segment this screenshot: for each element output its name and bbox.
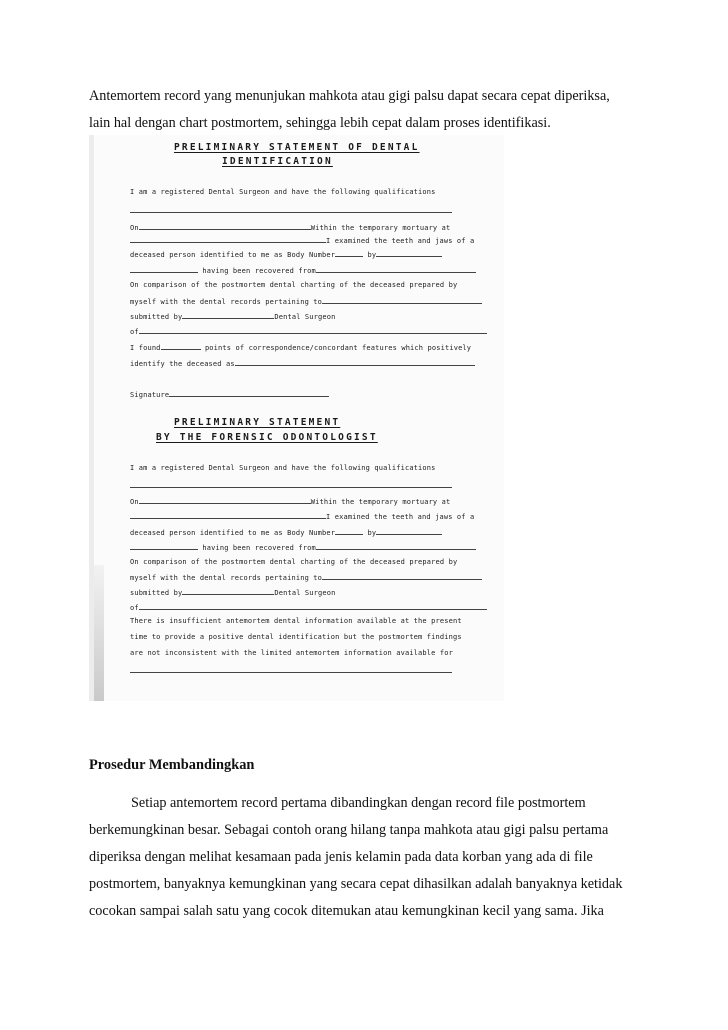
body-line: diperiksa dengan melihat kesamaan pada jenis kelamin pada data korban yang ada di file [89, 849, 593, 865]
form1-found-line: I found points of correspondence/concordant features which positively [130, 344, 472, 352]
form1-on-line: On Within the temporary mortuary at [130, 224, 451, 232]
form-content [94, 135, 504, 701]
form2-insufficient-line: There is insufficient antemortem dental information available at the present [130, 617, 462, 625]
form1-examined-line: I examined the teeth and jaws of a [130, 236, 474, 245]
form1-submitted-line: submitted by Dental Surgeon [130, 313, 336, 321]
intro-line: lain hal dengan chart postmortem, sehingga lebih cepat dalam proses identifikasi. [89, 115, 551, 131]
form1-signature-line: Signature [130, 390, 329, 399]
form1-deceased-line: deceased person identified to me as Body Number by [130, 250, 442, 259]
form2-myself-line: myself with the dental records pertaining to [130, 573, 482, 582]
form2-submitted-line: submitted by Dental Surgeon [130, 589, 336, 597]
form2-rule [130, 487, 452, 488]
intro-paragraph [89, 83, 649, 137]
form1-qualifications: I am a registered Dental Surgeon and have the following qualifications [130, 188, 436, 196]
form1-of-line: of [130, 327, 487, 336]
scanned-dental-form [89, 135, 504, 701]
intro-line: Antemortem record yang menunjukan mahkota atau gigi palsu dapat secara cepat diperiksa, [89, 88, 610, 104]
form2-insufficient-line: time to provide a positive dental identification but the postmortem findings [130, 633, 462, 641]
body-line: cocokan sampai salah satu yang cocok ditemukan atau kemungkinan kecil yang sama. Jika [89, 903, 604, 919]
body-line: postmortem, banyaknya kemungkinan yang secara cepat dihasilkan adalah banyaknya ketidak [89, 876, 623, 892]
section-heading: Prosedur Membandingkan [89, 757, 255, 773]
body-line: berkemungkinan besar. Sebagai contoh orang hilang tanpa mahkota atau gigi palsu pertama [89, 822, 609, 838]
form2-of-line: of [130, 603, 487, 612]
form1-myself-line: myself with the dental records pertaining to [130, 297, 482, 306]
form2-insufficient-line: are not inconsistent with the limited antemortem information available for [130, 649, 453, 657]
form1-subtitle: IDENTIFICATION [222, 156, 333, 167]
form2-rule [130, 672, 452, 673]
form2-comparison-line: On comparison of the postmortem dental charting of the deceased prepared by [130, 558, 458, 566]
body-paragraph [89, 790, 649, 925]
form2-qualifications: I am a registered Dental Surgeon and have the following qualifications [130, 464, 436, 472]
form2-recovered-line: having been recovered from [130, 543, 476, 552]
form1-comparison-line: On comparison of the postmortem dental charting of the deceased prepared by [130, 281, 458, 289]
form2-on-line: On Within the temporary mortuary at [130, 498, 451, 506]
form2-title: PRELIMINARY STATEMENT [174, 417, 341, 428]
form1-identify-line: identify the deceased as [130, 359, 475, 368]
body-line: Setiap antemortem record pertama dibandingkan dengan record file postmortem [131, 795, 586, 811]
form1-recovered-line: having been recovered from [130, 266, 476, 275]
form2-deceased-line: deceased person identified to me as Body Number by [130, 528, 442, 537]
form2-examined-line: I examined the teeth and jaws of a [130, 512, 474, 521]
form2-subtitle: BY THE FORENSIC ODONTOLOGIST [156, 432, 378, 443]
form1-rule [130, 212, 452, 213]
form1-title: PRELIMINARY STATEMENT OF DENTAL [174, 142, 420, 153]
